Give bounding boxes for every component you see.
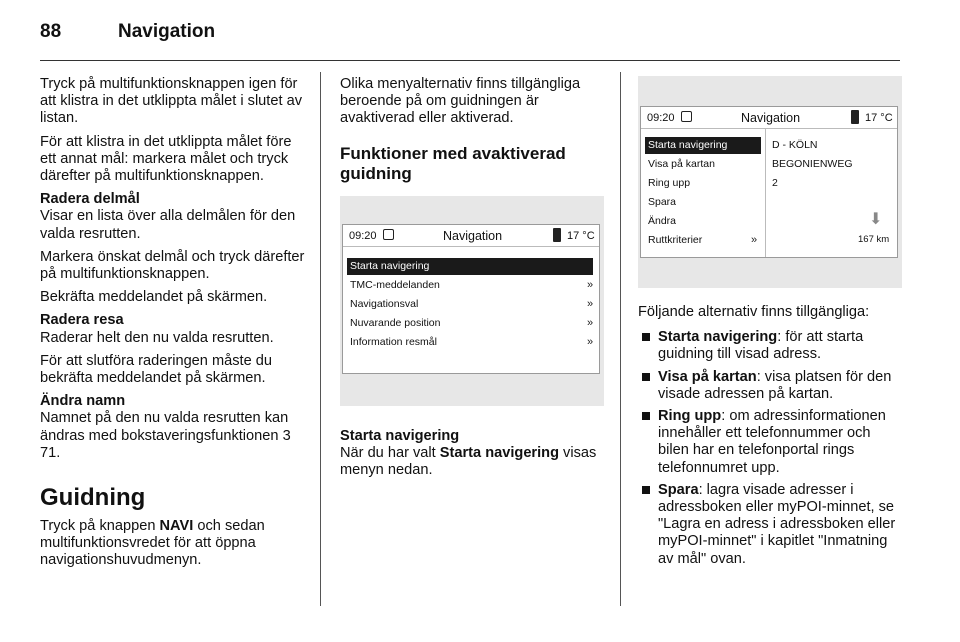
clock-icon (681, 111, 692, 122)
page-reference: 3 71. (40, 427, 291, 461)
paragraph: Visar en lista över alla delmålen för den valda resrutten. (40, 208, 296, 242)
column-divider (620, 72, 621, 606)
list-item: Starta navigering: för att starta guidning till visad adress. (638, 329, 904, 363)
bullet-icon (642, 373, 650, 381)
list-item: Spara: lagra visade adresser i adressboken eller myPOI-minnet, se "Lagra en adress i adressboken eller myPOI-minnet" i kapitlet "Inmatning av mål" ovan. (638, 482, 904, 568)
paragraph: Tryck på knappen NAVI och sedan multifunktionsvredet för att öppna navigationshuvudmenyn. (40, 518, 265, 569)
chevron-right-icon: » (587, 298, 594, 310)
screen-title: Navigation (443, 229, 503, 243)
list-item: Ring upp: om adressinformationen innehåller ett telefonnummer och bilen har en telefonportal rings telefonnumret upp. (638, 408, 904, 477)
column-divider (320, 72, 321, 606)
menu-item-andra[interactable]: Ändra (648, 215, 677, 227)
heading-starta-navigering: Starta navigering (340, 428, 460, 444)
destination-number: 2 (772, 177, 778, 189)
paragraph: Raderar helt den nu valda resrutten. (40, 329, 274, 346)
pane-divider (765, 129, 766, 257)
clock-time: 09:20 (647, 112, 675, 124)
clock-icon (383, 229, 394, 240)
page-title: Navigation (118, 21, 216, 42)
nav-screen-1 (340, 196, 604, 406)
screen-display (342, 224, 600, 374)
section-title: Guidning (40, 484, 146, 512)
clock-time: 09:20 (349, 230, 377, 242)
menu-item-navigationsval[interactable]: Navigationsval (350, 298, 419, 310)
screen-display (640, 106, 898, 258)
temperature: 17 °C (567, 230, 595, 242)
distance: 167 km (858, 234, 890, 245)
paragraph: Bekräfta meddelandet på skärmen. (40, 289, 268, 306)
heading-radera-delmal: Radera delmål (40, 191, 140, 208)
menu-item-tmc[interactable]: TMC-meddelanden (350, 279, 440, 291)
status-bar (641, 107, 897, 129)
paragraph: När du har valt Starta navigering visas menyn nedan. (340, 445, 597, 479)
menu-item-spara[interactable]: Spara (648, 196, 677, 208)
paragraph: För att klistra in det utklippta målet före ett annat mål: markera målet och tryck därefter på multifunktionsknappen. (40, 133, 292, 185)
heading-radera-resa: Radera resa (40, 312, 124, 329)
nav-screen-2 (638, 76, 902, 288)
paragraph: Olika menyalternativ finns tillgängliga beroende på om guidningen är avaktiverad eller aktiverad. (340, 76, 581, 127)
screen-title: Navigation (741, 111, 801, 125)
chevron-right-icon: » (587, 317, 594, 329)
column-1 (40, 76, 306, 576)
chevron-right-icon: » (751, 234, 758, 246)
paragraph: Markera önskat delmål och tryck därefter på multifunktionsknappen. (40, 248, 305, 283)
menu-item-starta-navigering[interactable]: Starta navigering (645, 137, 761, 154)
menu-item-nuvarande-position[interactable]: Nuvarande position (350, 317, 441, 329)
chevron-right-icon: » (587, 279, 594, 291)
heading-andra-namn: Ändra namn (40, 393, 126, 410)
bullet-icon (642, 333, 650, 341)
subheading: Funktioner med avaktiverad guidning (340, 143, 566, 183)
header-rule (40, 60, 900, 61)
destination-city: D - KÖLN (772, 139, 818, 151)
destination-street: BEGONIENWEG (772, 158, 853, 170)
column-2 (340, 76, 606, 184)
menu-item-ring-upp[interactable]: Ring upp (648, 177, 691, 189)
status-bar (343, 225, 599, 247)
list-item: Visa på kartan: visa platsen för den visade adressen på kartan. (638, 369, 904, 403)
paragraph: Namnet på den nu valda resrutten kan ändras med bokstaveringsfunktionen 3 71. (40, 410, 291, 461)
phone-icon (553, 228, 561, 242)
menu-item-visa-pa-kartan[interactable]: Visa på kartan (648, 158, 715, 170)
menu-item-ruttkriterier[interactable]: Ruttkriterier (648, 234, 703, 246)
paragraph: För att slutföra raderingen måste du bekräfta meddelandet på skärmen. (40, 352, 272, 387)
bullet-icon (642, 412, 650, 420)
chevron-right-icon: » (587, 336, 594, 348)
column-3-text (638, 304, 904, 573)
column-2-lower (340, 428, 606, 486)
paragraph: Tryck på multifunktionsknappen igen för att klistra in det utklippta målet i slutet av listan. (40, 76, 302, 127)
temperature: 17 °C (865, 112, 893, 124)
paragraph: Följande alternativ finns tillgängliga: (638, 304, 870, 320)
bullet-icon (642, 486, 650, 494)
menu-item-starta-navigering[interactable]: Starta navigering (347, 258, 593, 275)
phone-icon (851, 110, 859, 124)
arrow-down-icon: ⬇ (869, 211, 883, 228)
page-number: 88 (40, 21, 62, 42)
menu-item-information-resmal[interactable]: Information resmål (350, 336, 437, 348)
